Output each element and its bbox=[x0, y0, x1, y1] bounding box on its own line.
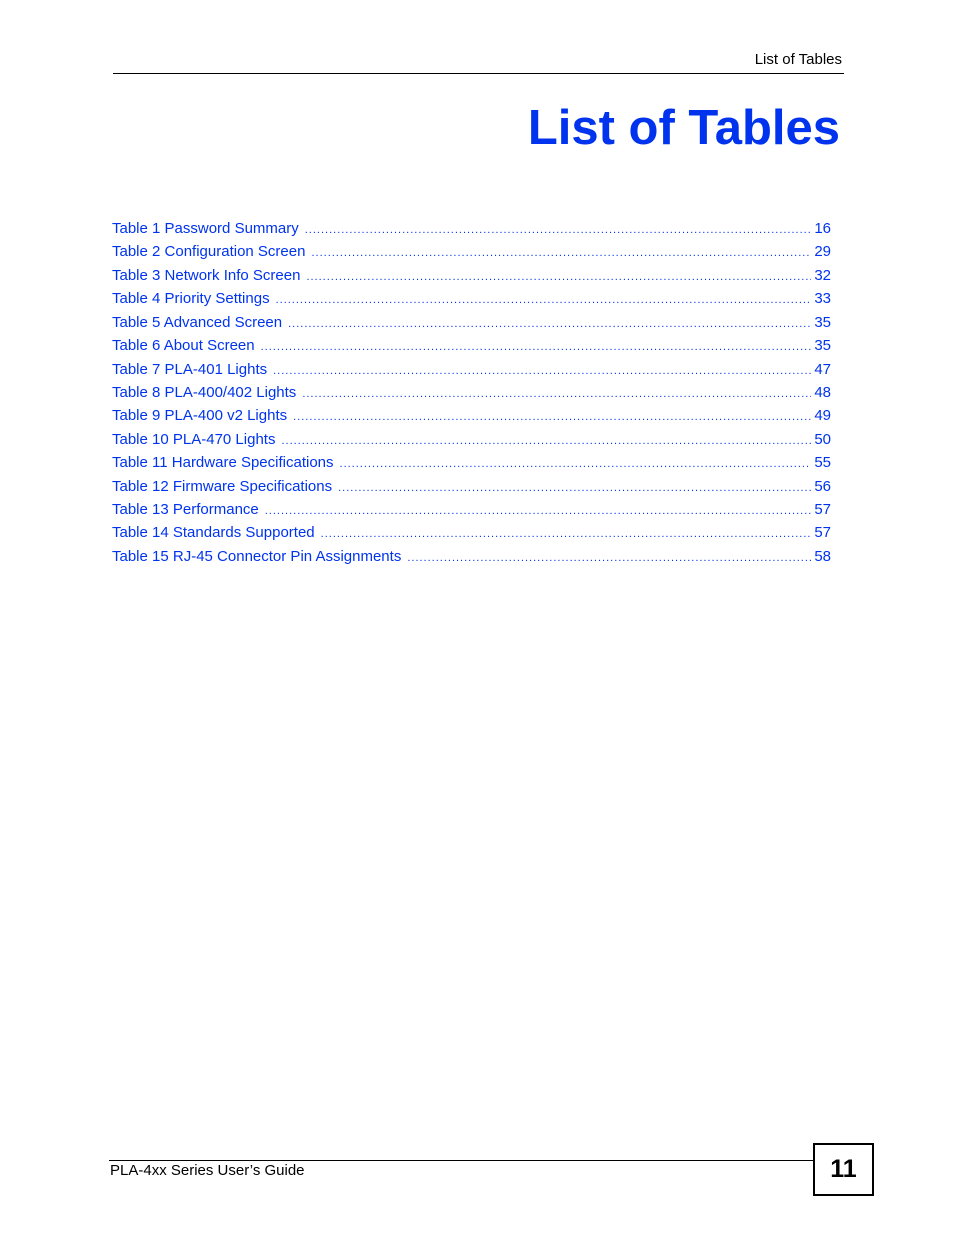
header-divider bbox=[113, 73, 844, 74]
toc-entry[interactable] bbox=[112, 312, 831, 335]
toc-entry[interactable] bbox=[112, 382, 831, 405]
toc-entry-page[interactable]: 29 bbox=[814, 243, 831, 261]
toc-dot-leader bbox=[302, 384, 811, 405]
toc-entry-page[interactable]: 35 bbox=[814, 337, 831, 355]
toc-entry-page[interactable]: 57 bbox=[814, 524, 831, 542]
table-of-contents bbox=[112, 218, 831, 569]
toc-entry-page[interactable]: 33 bbox=[814, 290, 831, 308]
toc-entry-label[interactable]: Table 15 RJ-45 Connector Pin Assignments bbox=[112, 547, 402, 565]
toc-entry-page[interactable]: 58 bbox=[814, 547, 831, 565]
toc-entry[interactable] bbox=[112, 429, 831, 452]
toc-dot-leader bbox=[306, 267, 811, 288]
toc-entry[interactable] bbox=[112, 359, 831, 382]
toc-dot-leader bbox=[261, 337, 812, 358]
toc-entry-page[interactable]: 50 bbox=[814, 430, 831, 448]
toc-entry[interactable] bbox=[112, 218, 831, 241]
toc-entry-label[interactable]: Table 10 PLA-470 Lights bbox=[112, 430, 276, 448]
toc-entry[interactable] bbox=[112, 335, 831, 358]
toc-entry-label[interactable]: Table 2 Configuration Screen bbox=[112, 243, 306, 261]
toc-entry-page[interactable]: 56 bbox=[814, 477, 831, 495]
toc-entry-label[interactable]: Table 6 About Screen bbox=[112, 337, 255, 355]
toc-entry-label[interactable]: Table 13 Performance bbox=[112, 501, 259, 519]
toc-entry-label[interactable]: Table 4 Priority Settings bbox=[112, 290, 270, 308]
toc-entry[interactable] bbox=[112, 265, 831, 288]
toc-entry-page[interactable]: 32 bbox=[814, 266, 831, 284]
toc-entry-page[interactable]: 55 bbox=[814, 454, 831, 472]
toc-dot-leader bbox=[281, 431, 811, 452]
toc-dot-leader bbox=[321, 524, 812, 545]
page-title: List of Tables bbox=[527, 101, 840, 155]
toc-entry[interactable] bbox=[112, 405, 831, 428]
toc-entry[interactable] bbox=[112, 288, 831, 311]
toc-dot-leader bbox=[288, 314, 811, 335]
toc-entry-page[interactable]: 57 bbox=[814, 501, 831, 519]
toc-entry-label[interactable]: Table 9 PLA-400 v2 Lights bbox=[112, 407, 288, 425]
toc-entry-page[interactable]: 48 bbox=[814, 383, 831, 401]
toc-dot-leader bbox=[265, 501, 812, 522]
toc-entry[interactable] bbox=[112, 499, 831, 522]
toc-entry-page[interactable]: 49 bbox=[814, 407, 831, 425]
running-header: List of Tables bbox=[754, 51, 842, 68]
toc-entry-page[interactable]: 47 bbox=[814, 360, 831, 378]
toc-dot-leader bbox=[293, 407, 811, 428]
toc-entry-label[interactable]: Table 14 Standards Supported bbox=[112, 524, 315, 542]
toc-dot-leader bbox=[340, 454, 812, 475]
footer-guide-title: PLA-4xx Series User’s Guide bbox=[110, 1162, 305, 1179]
toc-entry-label[interactable]: Table 1 Password Summary bbox=[112, 220, 299, 237]
toc-entry[interactable] bbox=[112, 522, 831, 545]
toc-entry-page[interactable]: 35 bbox=[814, 313, 831, 331]
toc-dot-leader bbox=[338, 478, 811, 499]
toc-entry-label[interactable]: Table 8 PLA-400/402 Lights bbox=[112, 383, 297, 401]
toc-entry-label[interactable]: Table 5 Advanced Screen bbox=[112, 313, 283, 331]
page-number: 11 bbox=[813, 1143, 874, 1196]
toc-entry-page[interactable]: 16 bbox=[814, 220, 831, 237]
toc-dot-leader bbox=[273, 361, 811, 382]
toc-entry-label[interactable]: Table 11 Hardware Specifications bbox=[112, 454, 334, 472]
toc-entry[interactable] bbox=[112, 476, 831, 499]
toc-entry-label[interactable]: Table 12 Firmware Specifications bbox=[112, 477, 333, 495]
toc-entry[interactable] bbox=[112, 452, 831, 475]
toc-entry-label[interactable]: Table 3 Network Info Screen bbox=[112, 266, 301, 284]
toc-dot-leader bbox=[305, 220, 812, 241]
footer-divider bbox=[109, 1160, 815, 1161]
toc-dot-leader bbox=[407, 548, 811, 569]
toc-entry-label[interactable]: Table 7 PLA-401 Lights bbox=[112, 360, 268, 378]
toc-dot-leader bbox=[276, 290, 812, 311]
toc-entry[interactable] bbox=[112, 546, 831, 569]
toc-dot-leader bbox=[311, 243, 811, 264]
toc-entry[interactable] bbox=[112, 241, 831, 264]
